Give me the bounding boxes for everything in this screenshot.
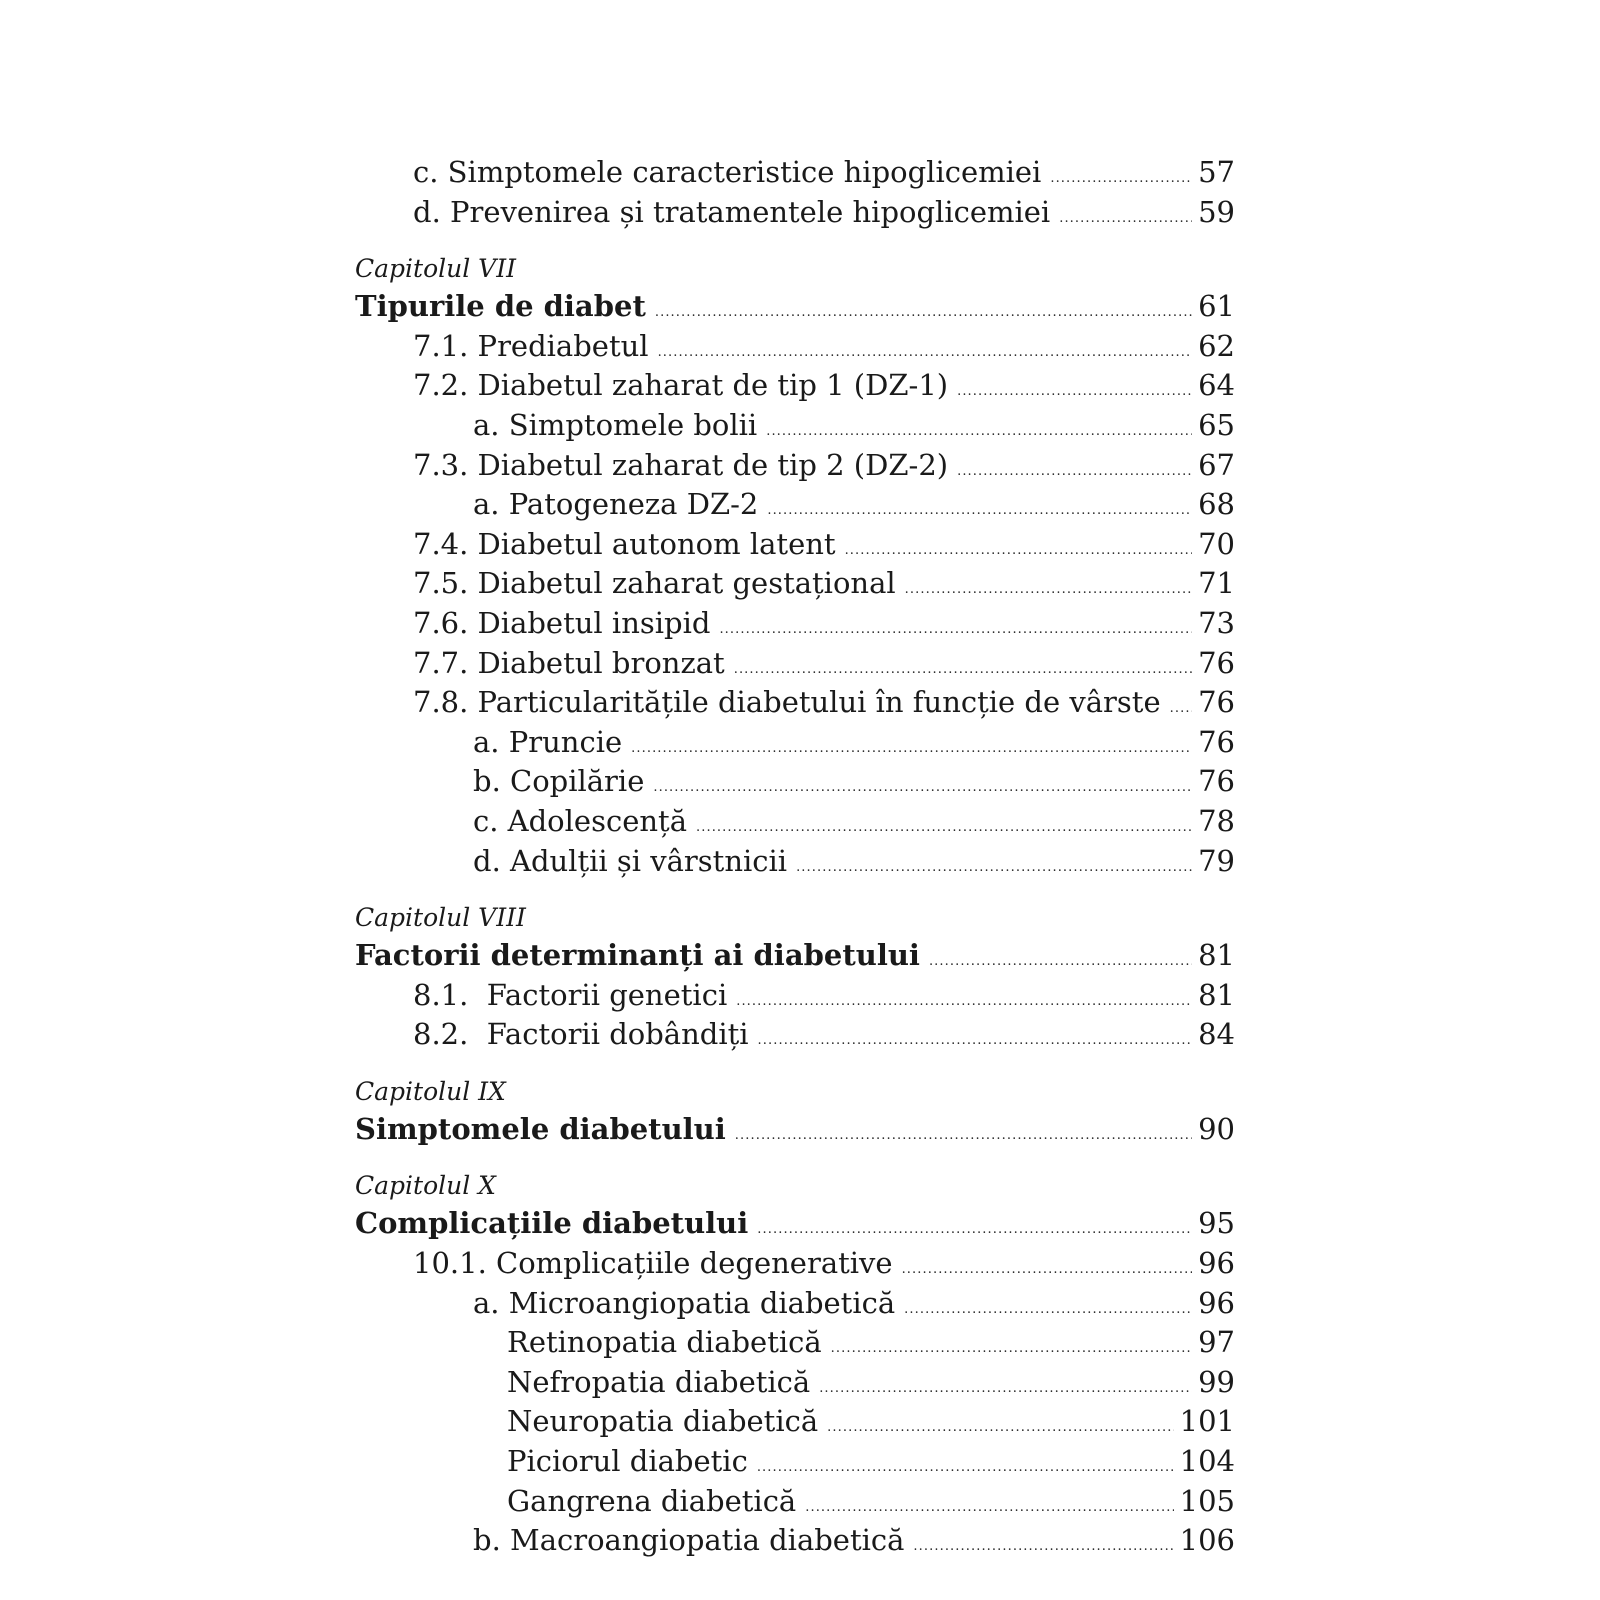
toc-entry [355,406,1235,446]
toc-entry-page: 101 [1179,1404,1235,1439]
chapter-title-entry [355,936,1235,976]
dot-leader [735,1129,1192,1142]
toc-entry-page: 78 [1198,803,1235,838]
toc-entry-label: 7.1. Prediabetul [413,328,649,363]
toc-entry [355,762,1235,802]
toc-entry [355,1244,1235,1284]
toc-entry-label: c. Adolescență [473,803,687,838]
toc-entry-page: 59 [1198,194,1235,229]
toc-entry-label: d. Prevenirea și tratamentele hipoglicemiei [413,194,1051,229]
toc-entry-label: a. Patogeneza DZ-2 [473,487,759,522]
toc-entry-label: 7.2. Diabetul zaharat de tip 1 (DZ-1) [413,368,949,403]
dot-leader [845,544,1193,557]
dot-leader [653,781,1192,794]
toc-entry [355,1284,1235,1324]
toc-entry-label: Retinopatia diabetică [507,1325,822,1360]
toc-entry-page: 71 [1198,566,1235,601]
toc-entry [355,1402,1235,1442]
toc-entry-page: 61 [1198,289,1235,324]
toc-entry-page: 95 [1198,1206,1235,1241]
toc-entry [355,644,1235,684]
chapter-title-entry [355,1110,1235,1150]
dot-leader [913,1540,1173,1553]
chapter-title-entry [355,287,1235,327]
dot-leader [819,1382,1192,1395]
toc-entry [355,564,1235,604]
toc-entry [355,683,1235,723]
toc-entry-label: d. Adulții și vârstnicii [473,843,788,878]
dot-leader [758,1034,1193,1047]
toc-entry-page: 64 [1198,368,1235,403]
toc-entry [355,327,1235,367]
toc-entry [355,1015,1235,1055]
toc-entry-label: 7.4. Diabetul autonom latent [413,526,836,561]
toc-entry-label: a. Simptomele bolii [473,407,758,442]
dot-leader [631,742,1192,755]
chapter-caption: Capitolul IX [355,1076,506,1106]
toc-entry [355,802,1235,842]
toc-entry-page: 96 [1198,1246,1235,1281]
toc-entry [355,446,1235,486]
dot-leader [929,955,1192,968]
dot-leader [827,1421,1173,1434]
toc-entry-page: 106 [1179,1523,1235,1558]
toc-entry-page: 96 [1198,1285,1235,1320]
toc-entry-label: c. Simptomele caracteristice hipoglicemiei [413,155,1042,189]
toc-entry [355,842,1235,882]
toc-entry-page: 104 [1179,1444,1235,1479]
toc-entry-page: 57 [1198,155,1235,189]
dot-leader [831,1342,1192,1355]
dot-leader [1170,702,1192,715]
toc-entry [355,1521,1235,1561]
toc-entry-page: 67 [1198,447,1235,482]
toc-entry-page: 81 [1198,938,1235,973]
toc-entry-label: a. Microangiopatia diabetică [473,1285,896,1320]
toc-entry-page: 62 [1198,328,1235,363]
dot-leader [658,346,1193,359]
toc-entry-label: 7.7. Diabetul bronzat [413,645,725,680]
toc-entry [355,976,1235,1016]
dot-leader [957,465,1192,478]
toc-entry-label: 7.8. Particularitățile diabetului în funcție de vârste [413,685,1161,720]
dot-leader [805,1501,1173,1514]
dot-leader [902,1263,1193,1276]
toc-entry-label: 7.5. Diabetul zaharat gestațional [413,566,896,601]
toc-entry [355,1363,1235,1403]
dot-leader [757,1223,1192,1236]
dot-leader [796,861,1192,874]
toc-entry-page: 79 [1198,843,1235,878]
toc-entry-label: Neuropatia diabetică [507,1404,819,1439]
toc-entry-label: 10.1. Complicațiile degenerative [413,1246,893,1281]
toc-entry [355,366,1235,406]
toc-entry [355,1482,1235,1522]
chapter-title: Simptomele diabetului [355,1111,726,1146]
dot-leader [696,821,1192,834]
toc-entry [355,604,1235,644]
toc-entry [355,1323,1235,1363]
chapter-caption: Capitolul VII [355,254,516,284]
toc-entry [355,525,1235,565]
dot-leader [957,385,1192,398]
chapter-caption: Capitolul X [355,1171,496,1201]
toc-entry-page: 76 [1198,685,1235,720]
chapter-title: Factorii determinanți ai diabetului [355,938,920,973]
toc-entry [355,1442,1235,1482]
toc-entry-label: Nefropatia diabetică [507,1364,811,1399]
chapter-caption: Capitolul VIII [355,903,526,933]
dot-leader [719,623,1192,636]
toc-entry-page: 65 [1198,407,1235,442]
toc-entry [355,723,1235,763]
toc-entry-label: 7.6. Diabetul insipid [413,605,711,640]
toc-entry-label: Gangrena diabetică [507,1483,797,1518]
toc-entry-page: 68 [1198,487,1235,522]
toc-entry-label: 8.1. Factorii genetici [413,977,728,1012]
toc-entry-label: a. Pruncie [473,724,623,759]
chapter-title: Complicațiile diabetului [355,1206,749,1241]
toc-entry-label: 8.2. Factorii dobândiți [413,1017,749,1052]
toc-entry-label: b. Macroangiopatia diabetică [473,1523,905,1558]
dot-leader [1059,212,1192,225]
toc-entry-page: 84 [1198,1017,1235,1052]
toc-entry-label: b. Copilărie [473,764,645,799]
toc-entry [355,193,1235,233]
chapter-title: Tipurile de diabet [355,289,646,324]
toc-entry-page: 81 [1198,977,1235,1012]
toc-entry-page: 105 [1179,1483,1235,1518]
toc-entry-page: 90 [1198,1111,1235,1146]
toc-entry-label: Piciorul diabetic [507,1444,748,1479]
toc-entry-page: 76 [1198,724,1235,759]
dot-leader [757,1461,1174,1474]
dot-leader [767,504,1192,517]
dot-leader [655,306,1192,319]
table-of-contents [355,153,1235,1561]
dot-leader [736,995,1192,1008]
toc-entry-page: 73 [1198,605,1235,640]
toc-entry [355,485,1235,525]
chapter-title-entry [355,1204,1235,1244]
toc-entry-page: 99 [1198,1364,1235,1399]
toc-entry-page: 70 [1198,526,1235,561]
toc-entry [355,153,1235,193]
toc-entry-page: 97 [1198,1325,1235,1360]
toc-entry-label: 7.3. Diabetul zaharat de tip 2 (DZ-2) [413,447,949,482]
dot-leader [1050,172,1192,185]
dot-leader [734,663,1192,676]
dot-leader [766,425,1192,438]
dot-leader [904,1303,1192,1316]
toc-entry-page: 76 [1198,764,1235,799]
dot-leader [905,583,1192,596]
toc-entry-page: 76 [1198,645,1235,680]
